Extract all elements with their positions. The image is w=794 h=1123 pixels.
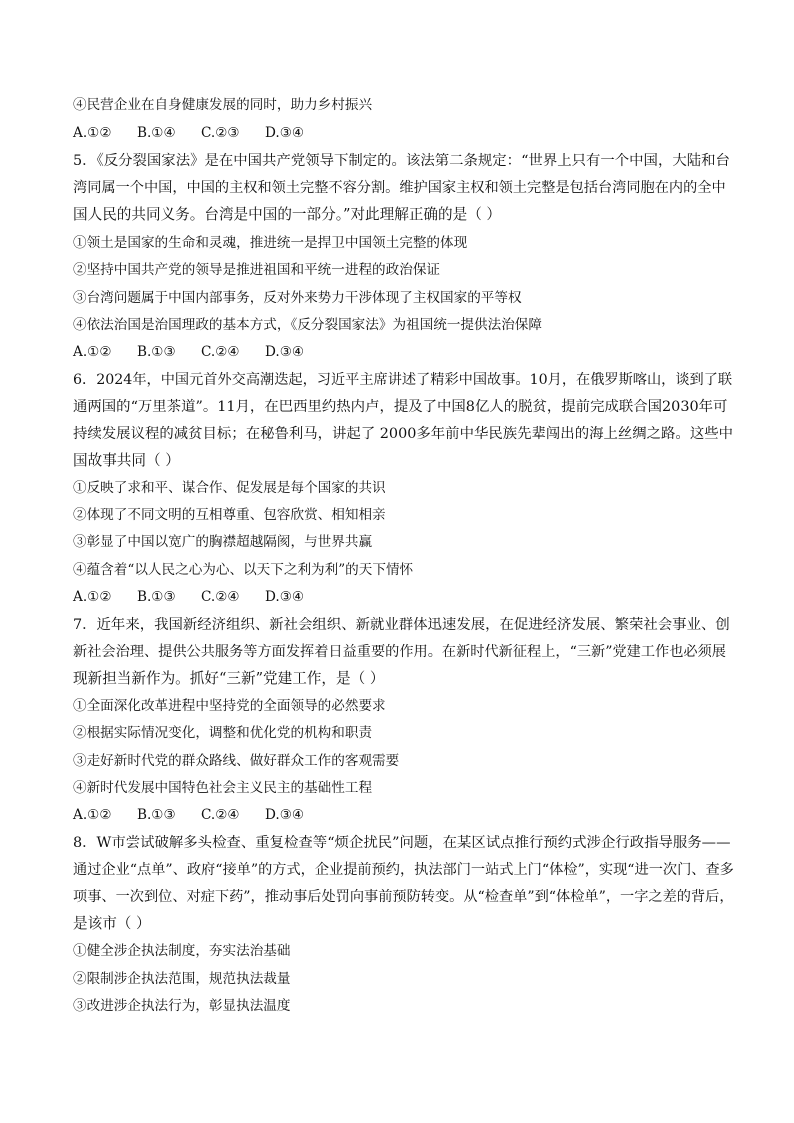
q8-option-2: ②限制涉企执法范围，规范执法裁量 (73, 971, 291, 987)
choice-b: B.①③ (137, 807, 176, 823)
q6-stem-line: 通两国的“万里茶道”。11月，在巴西里约热内卢，提及了中国8亿人的脱贫，提前完成联合国2030年可 (73, 399, 728, 415)
q6-choices (73, 588, 325, 606)
q6-option-1: ①反映了求和平、谋合作、促发展是每个国家的共识 (73, 480, 386, 496)
q6-stem-line: 国故事共同（ ） (73, 452, 180, 469)
q7-stem-line: 7．近年来，我国新经济组织、新社会组织、新就业群体迅速发展，在促进经济发展、繁荣社会事业、创 (73, 617, 730, 633)
q8-stem-line: 8．W市尝试破解多头检查、重复检查等“烦企扰民”问题，在某区试点推行预约式涉企行政指导服务—— (73, 835, 731, 851)
q5-option-4: ④依法治国是治国理政的基本方式，《反分裂国家法》为祖国统一提供法治保障 (73, 317, 542, 333)
q5-choices (73, 343, 325, 361)
choice-a: A.①② (73, 125, 112, 141)
q6-option-2: ②体现了不同文明的互相尊重、包容欣赏、相知相亲 (73, 507, 386, 523)
choice-c: C.②④ (201, 807, 240, 823)
q8-stem-line: 是该市（ ） (73, 915, 151, 932)
q6-option-4: ④蕴含着“以人民之心为心、以天下之利为利”的天下情怀 (73, 562, 414, 578)
q7-option-2: ②根据实际情况变化，调整和优化党的机构和职责 (73, 725, 373, 741)
q4-option-4: ④民营企业在自身健康发展的同时，助力乡村振兴 (73, 97, 373, 113)
q6-stem-line: 6．2024年，中国元首外交高潮迭起，习近平主席讲述了精彩中国故事。10月，在俄罗斯喀山，谈到了联 (73, 372, 733, 388)
q7-stem-line: 新社会治理、提供公共服务等方面发挥着日益重要的作用。在新时代新征程上，“三新”党建工作也必须展 (73, 644, 726, 660)
q8-stem-line: 项事、一次到位、对症下药”，推动事后处罚向事前预防转变。从“检查单”到“体检单”，一字之差的背后， (73, 889, 734, 905)
q7-option-1: ①全面深化改革进程中坚持党的全面领导的必然要求 (73, 698, 386, 714)
choice-d: D.③④ (265, 344, 305, 360)
q5-stem-line: 国人民的共同义务。台湾是中国的一部分。”对此理解正确的是（ ） (73, 206, 502, 223)
q6-option-3: ③彰显了中国以宽广的胸襟超越隔阂，与世界共赢 (73, 534, 373, 550)
q7-stem-line: 现新担当新作为。抓好“三新”党建工作，是（ ） (73, 670, 385, 687)
q8-option-3: ③改进涉企执法行为，彰显执法温度 (73, 998, 291, 1014)
q5-stem-line: 5．《反分裂国家法》是在中国共产党领导下制定的。该法第二条规定：“世界上只有一个中国，大陆和台 (73, 153, 730, 169)
q5-stem-line: 湾同属一个中国，中国的主权和领土完整不容分割。维护国家主权和领土完整是包括台湾同胞在内的全中 (73, 180, 726, 196)
choice-c: C.②④ (201, 589, 240, 605)
q7-option-3: ③走好新时代党的群众路线、做好群众工作的客观需要 (73, 753, 400, 769)
choice-a: A.①② (73, 344, 112, 360)
q5-option-3: ③台湾问题属于中国内部事务，反对外来势力干涉体现了主权国家的平等权 (73, 290, 522, 306)
q8-option-1: ①健全涉企执法制度，夯实法治基础 (73, 943, 291, 959)
choice-b: B.①③ (137, 589, 176, 605)
choice-b: B.①④ (137, 125, 176, 141)
q5-option-2: ②坚持中国共产党的领导是推进祖国和平统一进程的政治保证 (73, 262, 441, 278)
q6-stem-line: 持续发展议程的减贫目标；在秘鲁利马，讲起了 2000多年前中华民族先辈闯出的海上丝绸之路。这些中 (73, 426, 733, 442)
q7-choices (73, 806, 325, 824)
q5-option-1: ①领土是国家的生命和灵魂，推进统一是捍卫中国领土完整的体现 (73, 235, 468, 251)
q8-stem-line: 通过企业“点单”、政府“接单”的方式，企业提前预约，执法部门一站式上门“体检”，实现“进一次门、查多 (73, 862, 734, 878)
choice-c: C.②④ (201, 344, 240, 360)
choice-d: D.③④ (265, 589, 305, 605)
choice-d: D.③④ (265, 125, 305, 141)
q7-option-4: ④新时代发展中国特色社会主义民主的基础性工程 (73, 780, 373, 796)
q4-choices (73, 124, 325, 142)
choice-b: B.①③ (137, 344, 176, 360)
choice-a: A.①② (73, 589, 112, 605)
choice-d: D.③④ (265, 807, 305, 823)
choice-a: A.①② (73, 807, 112, 823)
choice-c: C.②③ (201, 125, 240, 141)
